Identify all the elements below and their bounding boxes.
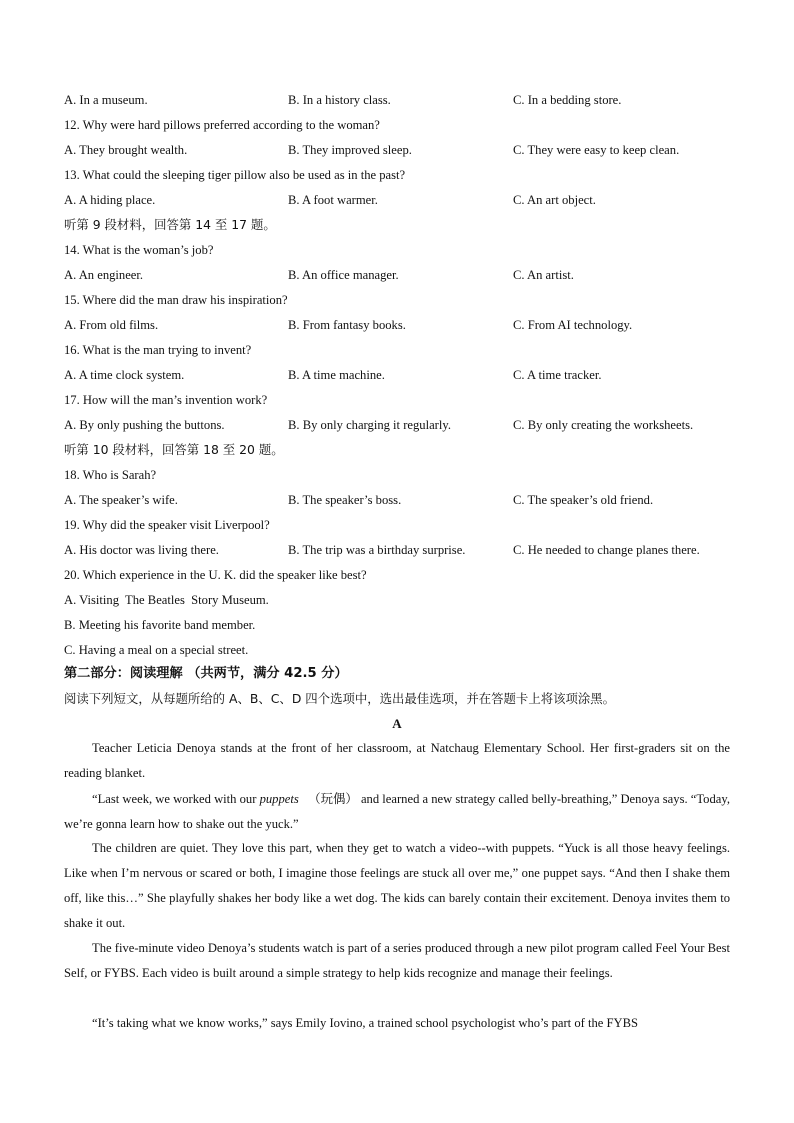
question-stem-14: 14. What is the woman’s job? <box>64 243 214 257</box>
question-stem-19: 19. Why did the speaker visit Liverpool? <box>64 518 270 532</box>
passage-paragraph-1: Teacher Leticia Denoya stands at the front of her classroom, at Natchaug Elementary School. Her first-graders sit on the reading blanket. <box>64 741 730 780</box>
question-stem-15: 15. Where did the man draw his inspiration? <box>64 293 288 307</box>
q19-option-c: C. He needed to change planes there. <box>513 543 700 557</box>
q14-option-b: B. An office manager. <box>288 268 399 282</box>
q11-option-a: A. In a museum. <box>64 93 148 107</box>
q14-option-c: C. An artist. <box>513 268 574 282</box>
question-stem-17: 17. How will the man’s invention work? <box>64 393 268 407</box>
q15-option-c: C. From AI technology. <box>513 318 633 332</box>
q11-option-b: B. In a history class. <box>288 93 391 107</box>
q17-option-c: C. By only creating the worksheets. <box>513 418 694 432</box>
puppets-term: puppets <box>259 792 299 806</box>
part-two-instruction: 阅读下列短文，从每题所给的 A、B、C、D 四个选项中，选出最佳选项，并在答题卡上将该项涂黑。 <box>64 691 616 706</box>
q16-option-c: C. A time tracker. <box>513 368 602 382</box>
q14-option-a: A. An engineer. <box>64 268 144 282</box>
q20-option-a: A. Visiting The Beatles Story Museum. <box>64 593 269 607</box>
paragraph-2-text-start: “Last week, we worked with our <box>92 792 260 806</box>
q16-option-a: A. A time clock system. <box>64 368 185 382</box>
paragraph-2-text-end: and learned a new strategy called belly-breathing,” Denoya says. “Today, we’re gonna learn how to shake out the yuck.” <box>64 792 730 831</box>
part-two-heading: 第二部分：阅读理解 （共两节，满分 42.5 分） <box>64 666 348 681</box>
passage-paragraph-5: “It’s taking what we know works,” says Emily Iovino, a trained school psychologist who’s part of the FYBS <box>92 1016 639 1030</box>
q19-option-b: B. The trip was a birthday surprise. <box>288 543 466 557</box>
q13-option-c: C. An art object. <box>513 193 596 207</box>
question-stem-12: 12. Why were hard pillows preferred according to the woman? <box>64 118 380 132</box>
passage-paragraph-3: The children are quiet. They love this part, when they get to watch a video--with puppets. “Yuck is all those heavy feelings. Like when I’m nervous or scared or both, I imagine those feelings are stuck all over me,” one puppet says. “And then I shake them off, like this…” She playfully shakes her body like a wet dog. The kids can barely contain their excitement. Denoya invites them to shake it out. <box>64 841 730 930</box>
q16-option-b: B. A time machine. <box>288 368 385 382</box>
question-stem-13: 13. What could the sleeping tiger pillow also be used as in the past? <box>64 168 406 182</box>
q20-option-b: B. Meeting his favorite band member. <box>64 618 256 632</box>
puppets-gloss: （玩偶） <box>308 791 358 806</box>
q20-option-c: C. Having a meal on a special street. <box>64 643 249 657</box>
passage-paragraph-2 <box>64 786 730 837</box>
q13-option-a: A. A hiding place. <box>64 193 156 207</box>
q11-option-c: C. In a bedding store. <box>513 93 622 107</box>
passage-title: A <box>392 716 402 731</box>
q12-option-c: C. They were easy to keep clean. <box>513 143 680 157</box>
q12-option-b: B. They improved sleep. <box>288 143 412 157</box>
q19-option-a: A. His doctor was living there. <box>64 543 219 557</box>
q18-option-a: A. The speaker’s wife. <box>64 493 178 507</box>
question-stem-18: 18. Who is Sarah? <box>64 468 157 482</box>
section-10-instruction: 听第 10 段材料，回答第 18 至 20 题。 <box>64 442 284 457</box>
q15-option-b: B. From fantasy books. <box>288 318 406 332</box>
passage-paragraph-4: The five-minute video Denoya’s students watch is part of a series produced through a new pilot program called Feel Your Best Self, or FYBS. Each video is built around a simple strategy to help kids recognize and manage their feelings. <box>64 941 730 980</box>
question-stem-16: 16. What is the man trying to invent? <box>64 343 252 357</box>
section-9-instruction: 听第 9 段材料，回答第 14 至 17 题。 <box>64 217 276 232</box>
q15-option-a: A. From old films. <box>64 318 159 332</box>
q18-option-c: C. The speaker’s old friend. <box>513 493 654 507</box>
q12-option-a: A. They brought wealth. <box>64 143 188 157</box>
question-stem-20: 20. Which experience in the U. K. did the speaker like best? <box>64 568 367 582</box>
q17-option-a: A. By only pushing the buttons. <box>64 418 225 432</box>
q17-option-b: B. By only charging it regularly. <box>288 418 451 432</box>
q18-option-b: B. The speaker’s boss. <box>288 493 402 507</box>
q13-option-b: B. A foot warmer. <box>288 193 378 207</box>
